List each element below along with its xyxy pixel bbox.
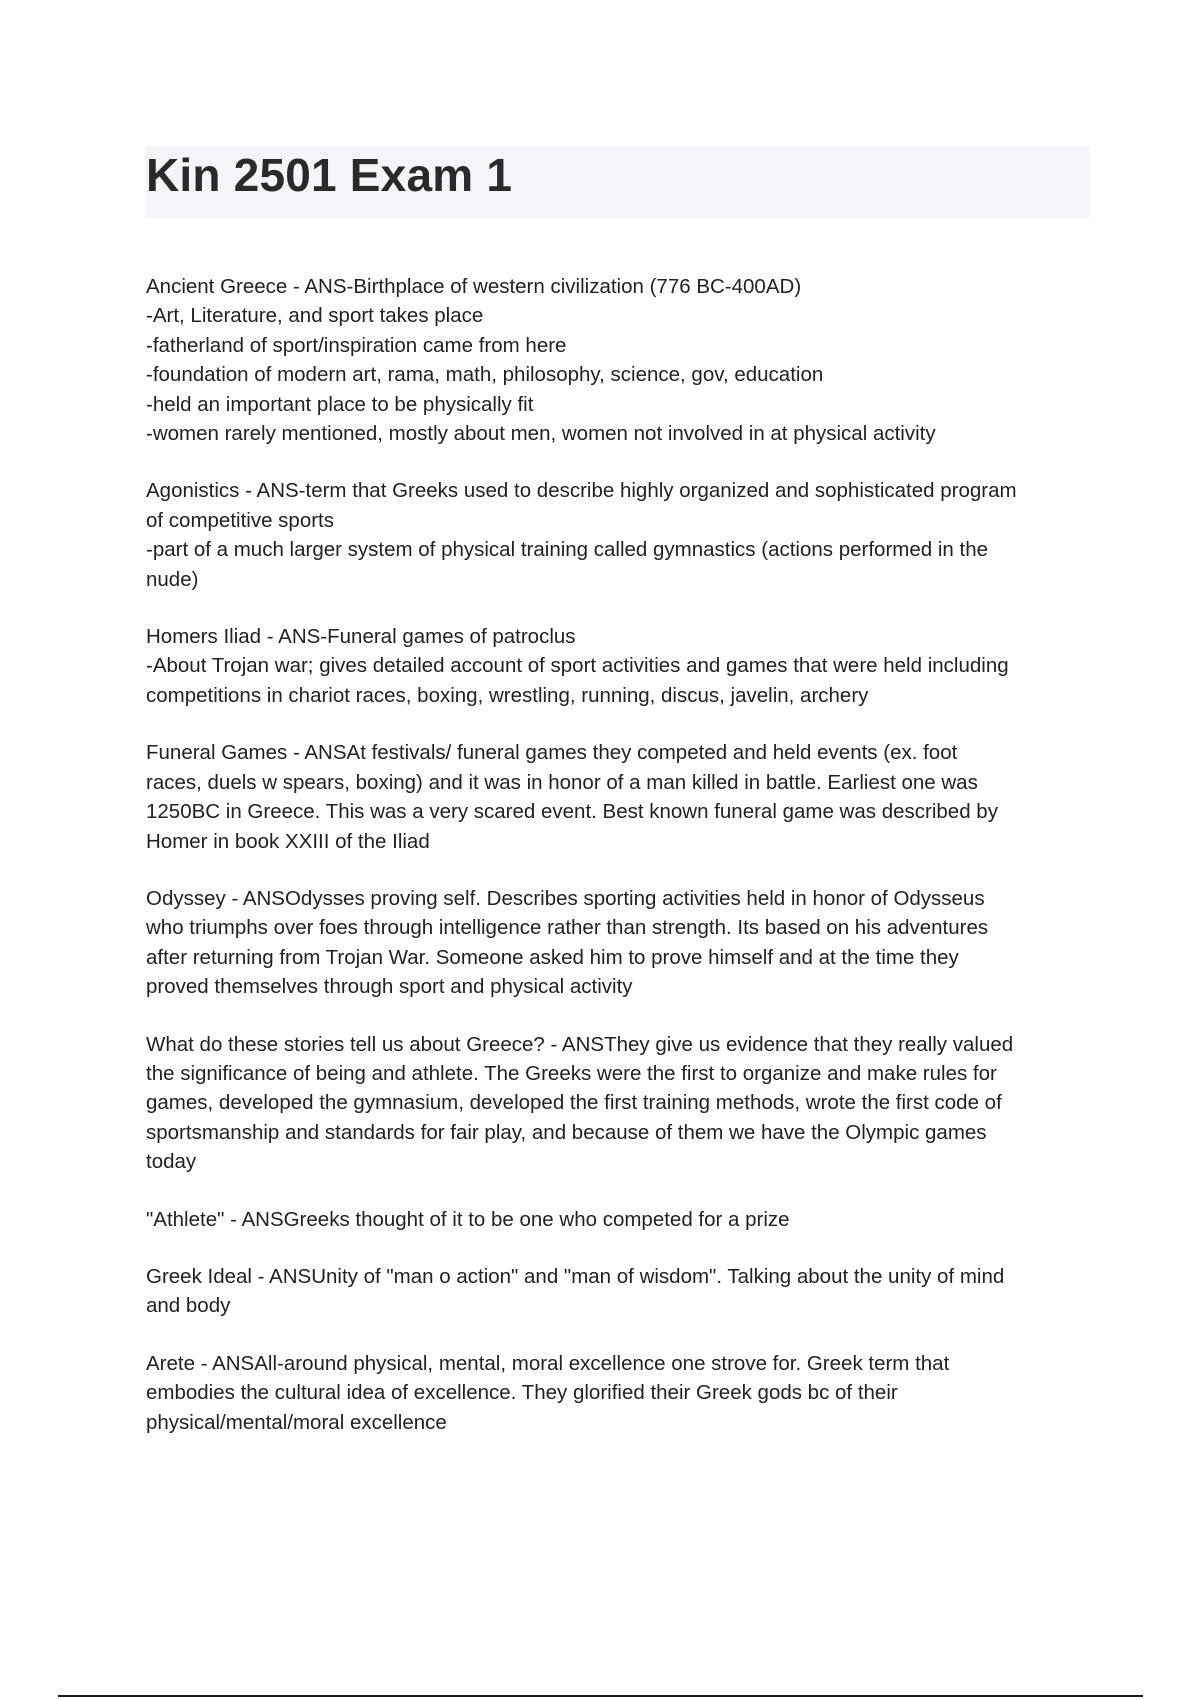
entry-line: and body [146, 1294, 231, 1318]
flashcard-entry-ancient-greece [146, 272, 1096, 448]
entry-line: physical/mental/moral excellence [146, 1410, 447, 1434]
entry-line: Homers Iliad - ANS-Funeral games of patroclus [146, 625, 576, 649]
flashcard-entry-athlete [146, 1205, 1096, 1234]
flashcard-list [146, 272, 1096, 1465]
entry-line: What do these stories tell us about Greece? - ANSThey give us evidence that they really valued [146, 1032, 1014, 1056]
page-footer-divider [58, 1695, 1143, 1697]
flashcard-entry-greek-ideal [146, 1262, 1096, 1321]
flashcard-entry-funeral-games [146, 738, 1096, 856]
flashcard-entry-homers-iliad [146, 622, 1096, 710]
entry-line: sportsmanship and standards for fair play, and because of them we have the Olympic games [146, 1120, 987, 1144]
entry-line: after returning from Trojan War. Someone asked him to prove himself and at the time they [146, 945, 959, 969]
entry-line: -foundation of modern art, rama, math, philosophy, science, gov, education [146, 363, 824, 387]
entry-line: -fatherland of sport/inspiration came from here [146, 333, 567, 357]
entry-line: Odyssey - ANSOdysses proving self. Describes sporting activities held in honor of Odysseus [146, 886, 985, 910]
entry-line: nude) [146, 567, 199, 591]
entry-line: the significance of being and athlete. The Greeks were the first to organize and make rules for [146, 1061, 997, 1085]
entry-line: -part of a much larger system of physical training called gymnastics (actions performed in the [146, 538, 989, 562]
entry-line: of competitive sports [146, 508, 334, 532]
entry-line: Greek Ideal - ANSUnity of "man o action" and "man of wisdom". Talking about the unity of mind [146, 1264, 1005, 1288]
entry-line: -women rarely mentioned, mostly about men, women not involved in at physical activity [146, 422, 936, 446]
entry-line: 1250BC in Greece. This was a very scared event. Best known funeral game was described by [146, 800, 998, 824]
flashcard-entry-agonistics [146, 476, 1096, 594]
flashcard-entry-odyssey [146, 884, 1096, 1002]
entry-line: -held an important place to be physically fit [146, 392, 534, 416]
entry-line: today [146, 1150, 197, 1174]
entry-line: embodies the cultural idea of excellence. They glorified their Greek gods bc of their [146, 1381, 898, 1405]
entry-line: -About Trojan war; gives detailed account of sport activities and games that were held including [146, 654, 1009, 678]
entry-line: Homer in book XXIII of the Iliad [146, 829, 430, 853]
page-title: Kin 2501 Exam 1 [146, 149, 513, 201]
flashcard-entry-arete [146, 1349, 1096, 1437]
entry-line: Funeral Games - ANSAt festivals/ funeral games they competed and held events (ex. foot [146, 741, 958, 765]
entry-line: proved themselves through sport and physical activity [146, 975, 633, 999]
entry-line: who triumphs over foes through intelligence rather than strength. Its based on his adventures [146, 916, 989, 940]
entry-line: -Art, Literature, and sport takes place [146, 304, 484, 328]
flashcard-entry-greece-stories [146, 1030, 1096, 1177]
entry-line: "Athlete" - ANSGreeks thought of it to be one who competed for a prize [146, 1207, 790, 1231]
entry-line: races, duels w spears, boxing) and it was in honor of a man killed in battle. Earliest one was [146, 770, 978, 794]
entry-line: Arete - ANSAll-around physical, mental, moral excellence one strove for. Greek term that [146, 1351, 950, 1375]
entry-line: Ancient Greece - ANS-Birthplace of western civilization (776 BC-400AD) [146, 275, 802, 298]
entry-line: games, developed the gymnasium, developed the first training methods, wrote the first code of [146, 1091, 1002, 1115]
entry-line: Agonistics - ANS-term that Greeks used to describe highly organized and sophisticated program [146, 479, 1017, 503]
entry-line: competitions in chariot races, boxing, wrestling, running, discus, javelin, archery [146, 683, 869, 707]
